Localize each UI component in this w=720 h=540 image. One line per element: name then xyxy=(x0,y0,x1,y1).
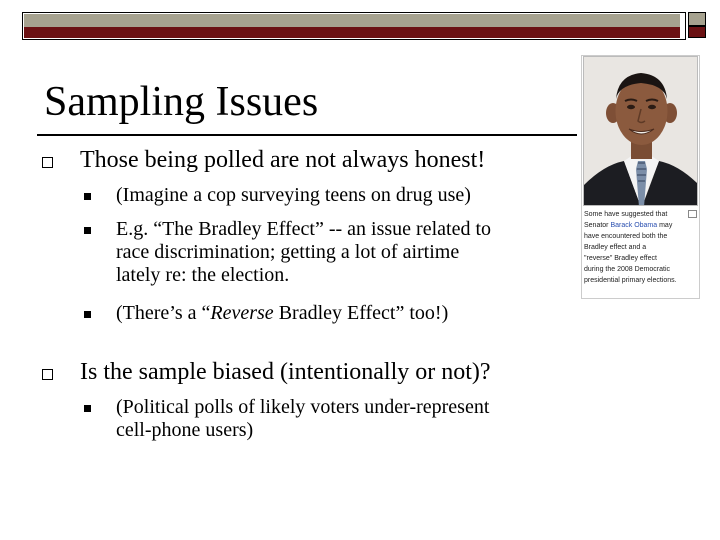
filled-square-bullet-icon xyxy=(84,193,91,200)
caption-text: Some have suggested that xyxy=(584,211,668,218)
photo-caption xyxy=(584,209,696,286)
sub-bullet-line: E.g. “The Bradley Effect” -- an issue related to xyxy=(116,218,492,240)
sub-bullet-line: lately re: the election. xyxy=(116,264,290,286)
band-red-stripe xyxy=(24,27,680,38)
caption-text: presidential primary elections. xyxy=(584,277,677,284)
portrait-illustration xyxy=(584,57,698,206)
sub-bullet-line: (Political polls of likely voters under-represent xyxy=(116,396,490,418)
portrait-photo[interactable] xyxy=(583,56,698,206)
hollow-square-bullet-icon xyxy=(42,157,53,168)
caption-text: "reverse" Bradley effect xyxy=(584,255,657,262)
top-decorative-band xyxy=(22,12,708,40)
filled-square-bullet-icon xyxy=(84,227,91,234)
filled-square-bullet-icon xyxy=(84,311,91,318)
italic-word: Reverse xyxy=(210,302,274,324)
text-suffix: Bradley Effect” too!) xyxy=(273,302,449,324)
title-underline xyxy=(37,134,577,136)
caption-text: may xyxy=(657,222,673,229)
sub-bullet-line: cell-phone users) xyxy=(116,419,254,441)
sub-bullet-text: (Imagine a cop surveying teens on drug use) xyxy=(116,184,471,206)
caption-text: Senator xyxy=(584,222,611,229)
caption-text: during the 2008 Democratic xyxy=(584,266,670,273)
slide-title: Sampling Issues xyxy=(44,79,319,125)
sub-bullet-line: race discrimination; getting a lot of airtime xyxy=(116,241,460,263)
bullet-text: Those being polled are not always honest! xyxy=(80,147,486,173)
hollow-square-bullet-icon xyxy=(42,369,53,380)
sub-bullet-text xyxy=(116,218,491,287)
sub-bullet-text xyxy=(116,302,448,325)
band-corner-red-square xyxy=(688,26,706,38)
caption-link[interactable]: Barack Obama xyxy=(610,222,658,229)
filled-square-bullet-icon xyxy=(84,405,91,412)
band-tan-stripe xyxy=(24,14,680,27)
band-corner-tan-square xyxy=(688,12,706,26)
bullet-text: Is the sample biased (intentionally or not)? xyxy=(80,359,491,385)
caption-text: have encountered both the xyxy=(584,233,668,240)
caption-text: Bradley effect and a xyxy=(584,244,647,251)
sub-bullet-text xyxy=(116,396,489,442)
text-prefix: (There’s a “ xyxy=(116,302,211,324)
